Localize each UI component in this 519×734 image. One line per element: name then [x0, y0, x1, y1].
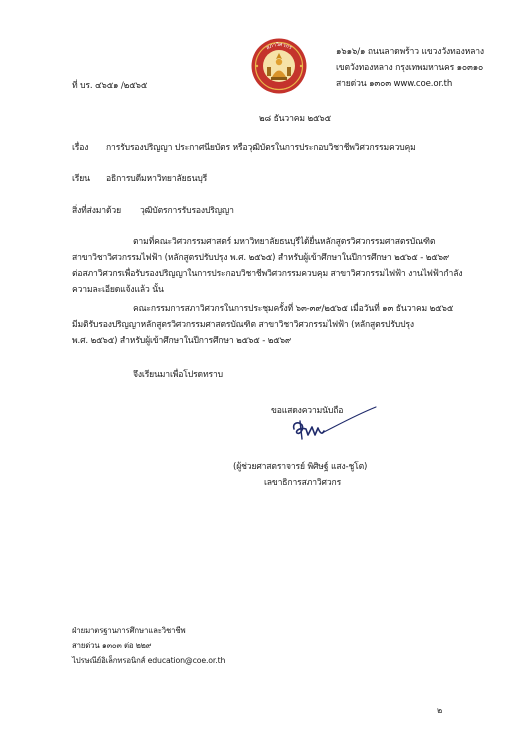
enclosure-text: วุฒิบัตรการรับรองปริญญา	[140, 206, 234, 216]
closing-salutation: ขอแสดงความนับถือ	[271, 406, 344, 416]
logo-text: สภาวิศวกร	[265, 41, 293, 52]
body-paragraph-2	[72, 301, 453, 349]
enclosure-label: สิ่งที่ส่งมาด้วย	[72, 206, 121, 216]
recipient-label: เรียน	[72, 174, 90, 184]
address-line-2: เขตวังทองหลาง กรุงเทพมหานคร ๑๐๓๑๐	[336, 63, 484, 73]
closing-request: จึงเรียนมาเพื่อโปรดทราบ	[133, 370, 223, 380]
paragraph-line: คณะกรรมการสภาวิศวกรในการประชุมครั้งที่ ๖๓-๓๙/๒๕๖๕ เมื่อวันที่ ๑๓ ธันวาคม ๒๕๖๕	[133, 304, 454, 314]
council-seal-logo	[250, 37, 308, 95]
paragraph-line: มีมติรับรองปริญญาหลักสูตรวิศวกรรมศาสตรบัณฑิต สาขาวิชาวิศวกรรมไฟฟ้า (หลักสูตรปรับปรุง	[72, 320, 414, 330]
paragraph-line: สาขาวิชาวิศวกรรมไฟฟ้า (หลักสูตรปรับปรุง พ.ศ. ๒๕๖๕) สำหรับผู้เข้าศึกษาในปีการศึกษา ๒๕๖๕ - ๒๕๖๙	[72, 253, 450, 263]
paragraph-line: พ.ศ. ๒๕๖๕) สำหรับผู้เข้าศึกษาในปีการศึกษา ๒๕๖๕ - ๒๕๖๙	[72, 336, 292, 346]
handwritten-signature	[288, 405, 380, 447]
page-number: ๒	[437, 706, 442, 715]
reference-number: ที่ บร. ๔๖๕๑ /๒๕๖๕	[72, 81, 148, 91]
paragraph-line: ความละเอียดแจ้งแล้ว นั้น	[72, 285, 164, 295]
footer-department: ฝ่ายมาตรฐานการศึกษาและวิชาชีพ	[72, 626, 186, 635]
letter-date: ๒๘ ธันวาคม ๒๕๖๕	[259, 114, 331, 124]
address-line-3: สายด่วน ๑๓๐๓ www.coe.or.th	[336, 79, 453, 89]
body-paragraph-1	[72, 234, 462, 298]
signatory-position: เลขาธิการสภาวิศวกร	[264, 478, 342, 488]
subject-label: เรื่อง	[72, 143, 89, 153]
paragraph-line: ตามที่คณะวิศวกรรมศาสตร์ มหาวิทยาลัยธนบุรีได้ยื่นหลักสูตรวิศวกรรมศาสตรบัณฑิต	[133, 237, 436, 247]
paragraph-line: ต่อสภาวิศวกรเพื่อรับรองปริญญาในการประกอบวิชาชีพวิศวกรรมควบคุม สาขาวิศวกรรมไฟฟ้า งานไฟฟ้ากำลัง	[72, 269, 463, 279]
signatory-name: (ผู้ช่วยศาสตราจารย์ พิศิษฐ์ แสง-ชูโต)	[233, 462, 368, 472]
address-line-1: ๑๖๑๖/๑ ถนนลาดพร้าว แขวงวังทองหลาง	[336, 47, 484, 57]
footer-email: ไปรษณีย์อิเล็กทรอนิกส์ education@coe.or.th	[72, 656, 226, 665]
recipient-text: อธิการบดีมหาวิทยาลัยธนบุรี	[106, 174, 208, 184]
footer-hotline: สายด่วน ๑๓๐๓ ต่อ ๒๒๙	[72, 641, 152, 650]
subject-text: การรับรองปริญญา ประกาศนียบัตร หรือวุฒิบัตรในการประกอบวิชาชีพวิศวกรรมควบคุม	[106, 143, 416, 153]
